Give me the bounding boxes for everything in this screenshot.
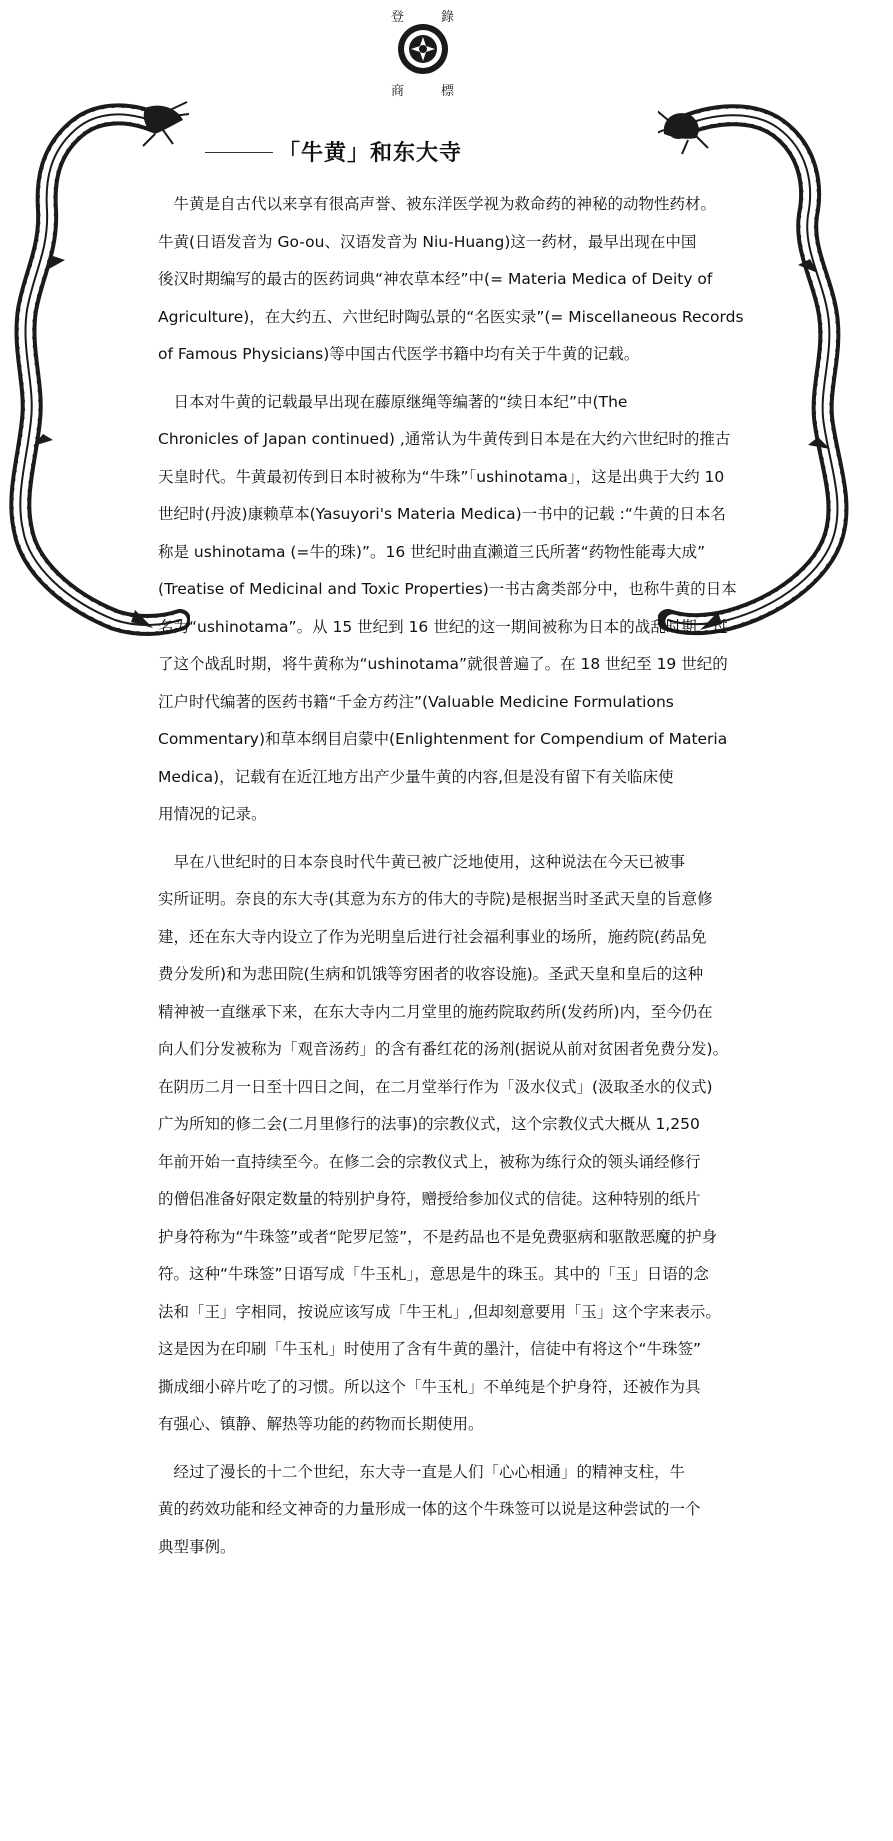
text-line: 早在八世纪时的日本奈良时代牛黄已被广泛地使用，这种说法在今天已被事 <box>158 852 686 871</box>
text-line: Medica)，记载有在近江地方出产少量牛黄的内容,但是没有留下有关临床使 <box>158 767 674 786</box>
emblem-char: 商 <box>391 84 405 99</box>
text-line: Commentary)和草本纲目启蒙中(Enlightenment for Compendium of Materia <box>158 730 728 748</box>
text-line: 典型事例。 <box>158 1537 236 1556</box>
text-line: 经过了漫长的十二个世纪，东大寺一直是人们「心心相通」的精神支柱，牛 <box>158 1462 686 1481</box>
paragraph <box>158 1454 768 1567</box>
title-rule-left <box>205 152 273 153</box>
text-line: of Famous Physicians)等中国古代医学书籍中均有关于牛黄的记载。 <box>158 345 640 363</box>
emblem-char: 錄 <box>441 10 455 25</box>
text-line: 日本对牛黄的记载最早出现在藤原继绳等编著的“续日本纪”中(The <box>158 392 628 411</box>
text-line: 建，还在东大寺内设立了作为光明皇后进行社会福利事业的场所，施药院(药品免 <box>158 927 707 946</box>
text-line: 世纪时(丹波)康赖草本(Yasuyori's Materia Medica)一书中的记载 :“牛黄的日本名 <box>158 505 726 523</box>
article-body <box>158 186 768 1576</box>
text-line: 牛黄(日语发音为 Go-ou、汉语发音为 Niu-Huang)这一药材，最早出现在中国 <box>158 232 697 251</box>
paragraph <box>158 844 768 1444</box>
text-line: (Treatise of Medicinal and Toxic Properties)一书古禽类部分中，也称牛黄的日本 <box>158 580 737 598</box>
text-line: 符。这种“牛珠签”日语写成「牛玉札」，意思是牛的珠玉。其中的「玉」日语的念 <box>158 1265 709 1283</box>
text-line: 在阴历二月一日至十四日之间，在二月堂举行作为「汲水仪式」(汲取圣水的仪式) <box>158 1077 713 1096</box>
emblem-char: 登 <box>391 10 405 25</box>
text-line: 天皇时代。牛黄最初传到日本时被称为“牛珠”「ushinotama」，这是出典于大约 10 <box>158 467 725 486</box>
paragraph <box>158 186 768 374</box>
text-line: 精神被一直继承下来，在东大寺内二月堂里的施药院取药所(发药所)内，至今仍在 <box>158 1002 713 1021</box>
emblem-char: 標 <box>441 84 455 99</box>
text-line: 用情况的记录。 <box>158 805 267 823</box>
page-title: 「牛黄」和东大寺 <box>278 141 463 166</box>
text-line: 撕成细小碎片吃了的习惯。所以这个「牛玉札」不单纯是个护身符，还被作为具 <box>158 1377 701 1396</box>
text-line: 护身符称为“牛珠签”或者“陀罗尼签”，不是药品也不是免费驱病和驱散恶魔的护身 <box>158 1227 718 1246</box>
text-line: 实所证明。奈良的东大寺(其意为东方的伟大的寺院)是根据当时圣武天皇的旨意修 <box>158 890 713 908</box>
paragraph <box>158 384 768 834</box>
text-line: 法和「王」字相同，按说应该写成「牛王札」,但却刻意要用「玉」这个字来表示。 <box>158 1302 721 1321</box>
text-line: 黄的药效功能和经文神奇的力量形成一体的这个牛珠签可以说是这种尝试的一个 <box>158 1500 701 1518</box>
text-line: 这是因为在印刷「牛玉札」时使用了含有牛黄的墨汁，信徒中有将这个“牛珠签” <box>158 1340 702 1358</box>
text-line: Agriculture)，在大约五、六世纪时陶弘景的“名医实录”(= Miscellaneous Records <box>158 307 744 326</box>
seal-icon <box>396 22 450 76</box>
text-line: Chronicles of Japan continued) ,通常认为牛黄传到日本是在大约六世纪时的推古 <box>158 430 731 448</box>
text-line: 称是 ushinotama (=牛的珠)”。16 世纪时曲直濑道三氏所著“药物性能毒大成” <box>158 542 706 561</box>
registered-trademark-emblem <box>383 6 463 99</box>
text-line: 江户时代编著的医药书籍“千金方药注”(Valuable Medicine Formulations <box>158 692 674 711</box>
text-line: 费分发所)和为悲田院(生病和饥饿等穷困者的收容设施)。圣武天皇和皇后的这种 <box>158 965 704 983</box>
text-line: 了这个战乱时期，将牛黄称为“ushinotama”就很普遍了。在 18 世纪至 19 世纪的 <box>158 655 728 673</box>
text-line: 的僧侣准备好限定数量的特别护身符，赠授给参加仪式的信徒。这种特别的纸片 <box>158 1190 701 1208</box>
text-line: 名为“ushinotama”。从 15 世纪到 16 世纪的这一期间被称为日本的战乱时期，过 <box>158 617 728 636</box>
text-line: 牛黄是自古代以来享有很高声誉、被东洋医学视为救命药的神秘的动物性药材。 <box>158 195 717 213</box>
text-line: 有强心、镇静、解热等功能的药物而长期使用。 <box>158 1415 484 1433</box>
text-line: 後汉时期编写的最古的医药词典“神农草本经”中(= Materia Medica of Deity of <box>158 270 713 288</box>
text-line: 向人们分发被称为「观音汤药」的含有番红花的汤剂(据说从前对贫困者免费分发)。 <box>158 1040 729 1058</box>
text-line: 广为所知的修二会(二月里修行的法事)的宗教仪式，这个宗教仪式大概从 1,250 <box>158 1115 700 1133</box>
text-line: 年前开始一直持续至今。在修二会的宗教仪式上，被称为练行众的领头诵经修行 <box>158 1152 701 1171</box>
